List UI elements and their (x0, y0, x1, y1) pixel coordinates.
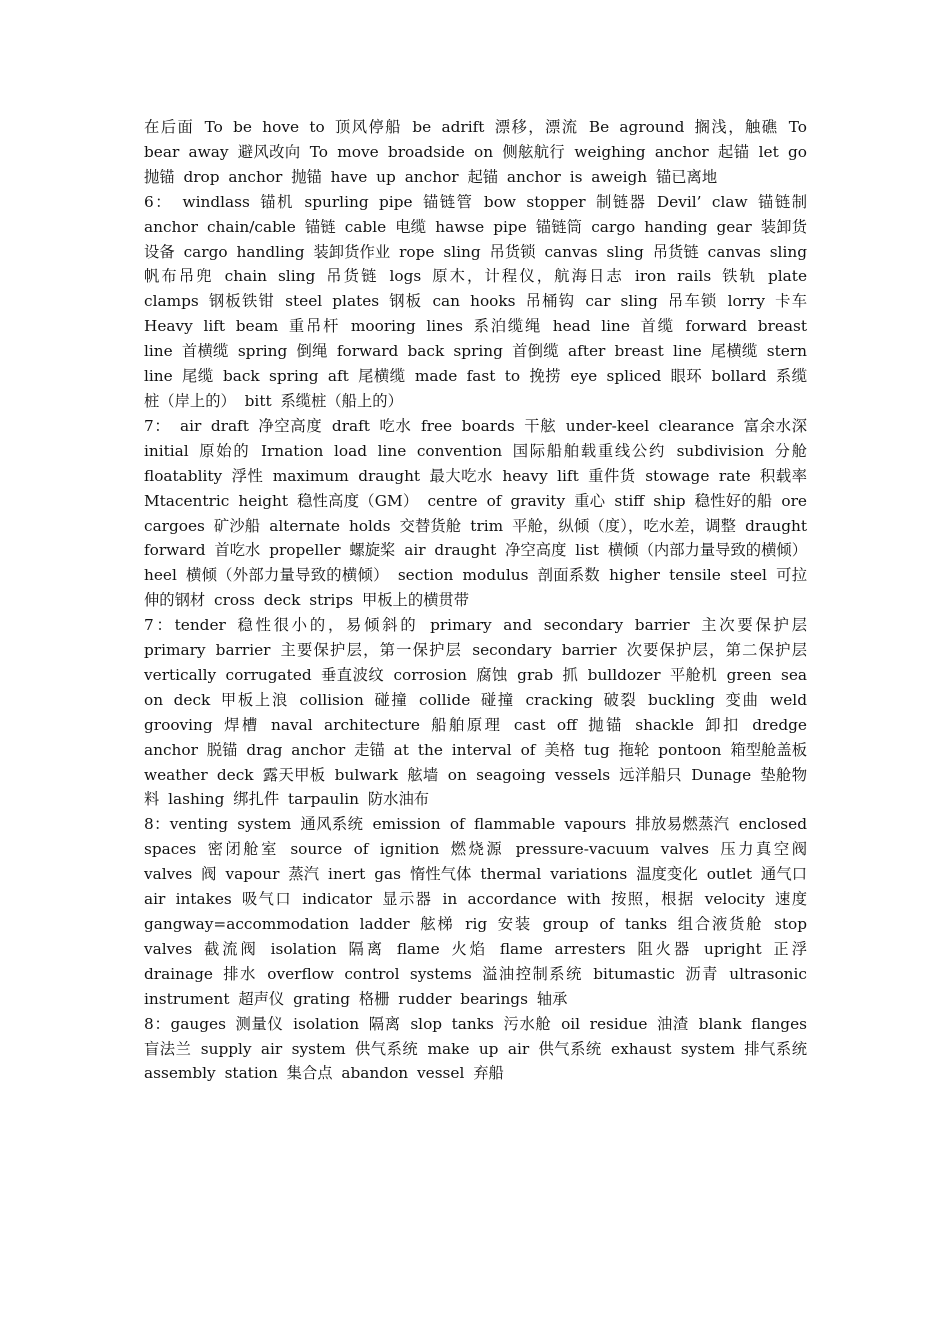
paragraph-section-8-gauges: 8：gauges 测量仪 isolation 隔离 slop tanks 污水舱 oil residue 油渣 blank flanges 盲法兰 supply air system 供气系统 make up air 供气系统 exhaust system 排气系统 assembly station 集合点 abandon vessel 弃船 (144, 1014, 807, 1083)
paragraph-section-8-venting: 8：venting system 通风系统 emission of flammable vapours 排放易燃蒸汽 enclosed spaces 密闭舱室 source of ignition 燃烧源 pressure-vacuum valves 压力真空阀 valves 阀 vapour 蒸汽 inert gas 惰性气体 thermal variations 温度变化 outlet 通气口 air intakes 吸气口 indicator 显示器 in accordance with 按照，根据 velocity 速度 gangway=accommodation ladder 舷梯 rig 安装 group of tanks 组合液货舱 stop valves 截流阀 isolation 隔离 flame 火焰 flame arresters 阻火器 upright 正浮 drainage 排水 overflow control systems 溢油控制系统 bitumastic 沥青 ultrasonic instrument 超声仪 grating 格栅 rudder bearings 轴承 (144, 815, 807, 1008)
paragraph-section-7-barriers: 7：tender 稳性很小的，易倾斜的 primary and secondary barrier 主次要保护层 primary barrier 主要保护层，第一保护层 secondary barrier 次要保护层，第二保护层 vertically corrugated 垂直波纹 corrosion 腐蚀 grab 抓 bulldozer 平舱机 green sea on deck 甲板上浪 collision 碰撞 collide 碰撞 cracking 破裂 buckling 变曲 weld grooving 焊槽 naval architecture 船舶原理 cast off 抛锚 shackle 卸扣 dredge anchor 脱锚 drag anchor 走锚 at the interval of 美格 tug 拖轮 pontoon 箱型舱盖板 weather deck 露天甲板 bulwark 舷墙 on seagoing vessels 远洋船只 Dunage 垫舱物料 lashing 绑扎件 tarpaulin 防水油布 (144, 616, 807, 809)
paragraph-section-7-stability: 7： air draft 净空高度 draft 吃水 free boards 干舷 under-keel clearance 富余水深 initial 原始的 Irnation load line convention 国际船舶载重线公约 subdivision 分舱 floatablity 浮性 maximum draught 最大吃水 heavy lift 重件货 stowage rate 积载率 Mtacentric height 稳性高度（GM） centre of gravity 重心 stiff ship 稳性好的船 ore cargoes 矿沙船 alternate holds 交替货舱 trim 平舱，纵倾（度），吃水差，调整 draught forward 首吃水 propeller 螺旋桨 air draught 净空高度 list 横倾（内部力量导致的横倾）heel 横倾（外部力量导致的横倾） section modulus 剖面系数 higher tensile steel 可拉伸的钢材 cross deck strips 甲板上的横贯带 (144, 416, 807, 610)
paragraph-anchoring-terms: 在后面 To be hove to 顶风停船 be adrift 漂移，漂流 Be aground 搁浅，触礁 To bear away 避风改向 To move broadside on 侧舷航行 weighing anchor 起锚 let go 抛锚 drop anchor 抛锚 have up anchor 起锚 anchor is aweigh 锚已离地 (144, 118, 807, 186)
paragraph-section-6-cargo-gear: 6： windlass 锚机 spurling pipe 锚链管 bow stopper 制链器 Devil’ claw 锚链制 anchor chain/cable 锚链 cable 电缆 hawse pipe 锚链筒 cargo handing gear 装卸货设备 cargo handling 装卸货作业 rope sling 吊货锁 canvas sling 吊货链 canvas sling 帆布吊兜 chain sling 吊货链 logs 原木，计程仪，航海日志 iron rails 铁轨 plate clamps 钢板铁钳 steel plates 钢板 can hooks 吊桶钩 car sling 吊车锁 lorry 卡车 Heavy lift beam 重吊杆 mooring lines 系泊缆绳 head line 首缆 forward breast line 首横缆 spring 倒绳 forward back spring 首倒缆 after breast line 尾横缆 stern line 尾缆 back spring aft 尾横缆 made fast to 挽捞 eye spliced 眼环 bollard 系缆桩（岸上的） bitt 系缆桩（船上的） (144, 192, 807, 410)
document-page (144, 115, 807, 1086)
